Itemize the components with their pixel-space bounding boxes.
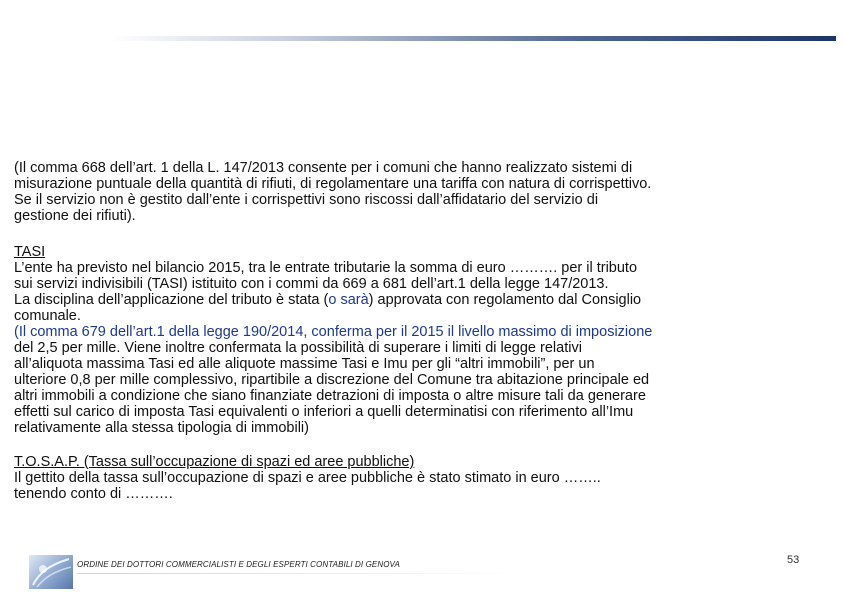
odcec-genova-logo-icon [29, 555, 73, 589]
tosap-section [14, 454, 808, 502]
tasi-line-text: La disciplina dell’applicazione del tributo è stata ( [14, 292, 329, 308]
tasi-note-line: effetti sul carico di imposta Tasi equivalenti o inferiori a quelli determinatisi con riferimento all’Imu [14, 404, 634, 420]
tasi-line: comunale. [14, 308, 81, 324]
tasi-highlight-text: o sarà [328, 292, 369, 308]
tasi-line [14, 292, 808, 308]
tosap-line: Il gettito della tassa sull’occupazione di spazi e aree pubbliche è stato stimato in euro …….. [14, 470, 601, 486]
header-gradient-rule [110, 36, 836, 41]
tari-note-line: gestione dei rifiuti). [14, 208, 136, 224]
tari-note-line: misurazione puntuale della quantità di rifiuti, di regolamentare una tariffa con natura di corrispettivo. [14, 176, 652, 192]
tasi-note-line: all’aliquota massima Tasi ed alle aliquote massime Tasi e Imu per gli “altri immobili”, per un [14, 356, 595, 372]
tasi-line: L’ente ha previsto nel bilancio 2015, tra le entrate tributarie la somma di euro ………. per il tributo [14, 260, 638, 276]
slide-footer [0, 545, 842, 595]
tasi-heading: TASI [14, 244, 46, 260]
tasi-note-line: relativamente alla stessa tipologia di immobili) [14, 420, 309, 436]
tosap-line: tenendo conto di ………. [14, 486, 173, 502]
page-number: 53 [787, 554, 800, 566]
tasi-note-line: ulteriore 0,8 per mille complessivo, ripartibile a discrezione del Comune tra abitazione principale ed [14, 372, 650, 388]
tasi-note-line: (Il comma 679 dell’art.1 della legge 190/2014, conferma per il 2015 il livello massimo di imposizione [14, 324, 653, 340]
tari-note-line: Se il servizio non è gestito dall’ente i corrispettivi sono riscossi dall’affidatario del servizio di [14, 192, 599, 208]
tari-note-line: (Il comma 668 dell’art. 1 della L. 147/2013 consente per i comuni che hanno realizzato sistemi di [14, 160, 633, 176]
tasi-line-text: ) approvata con regolamento dal Consiglio [368, 292, 642, 308]
slide-body [14, 160, 808, 502]
tasi-section [14, 244, 808, 436]
tasi-line: sui servizi indivisibili (TASI) istituito con i commi da 669 a 681 dell’art.1 della legge 147/2013. [14, 276, 609, 292]
tasi-note-line: altri immobili a condizione che siano finanziate detrazioni di imposta o altre misure tali da generare [14, 388, 646, 404]
footer-divider [77, 573, 517, 574]
tosap-heading: T.O.S.A.P. (Tassa sull’occupazione di spazi ed aree pubbliche) [14, 454, 415, 470]
tari-note-paragraph [14, 160, 808, 224]
tasi-note-line: del 2,5 per mille. Viene inoltre confermata la possibilità di superare i limiti di legge relativi [14, 340, 582, 356]
organization-name: ORDINE DEI DOTTORI COMMERCIALISTI E DEGLI ESPERTI CONTABILI DI GENOVA [77, 560, 400, 569]
